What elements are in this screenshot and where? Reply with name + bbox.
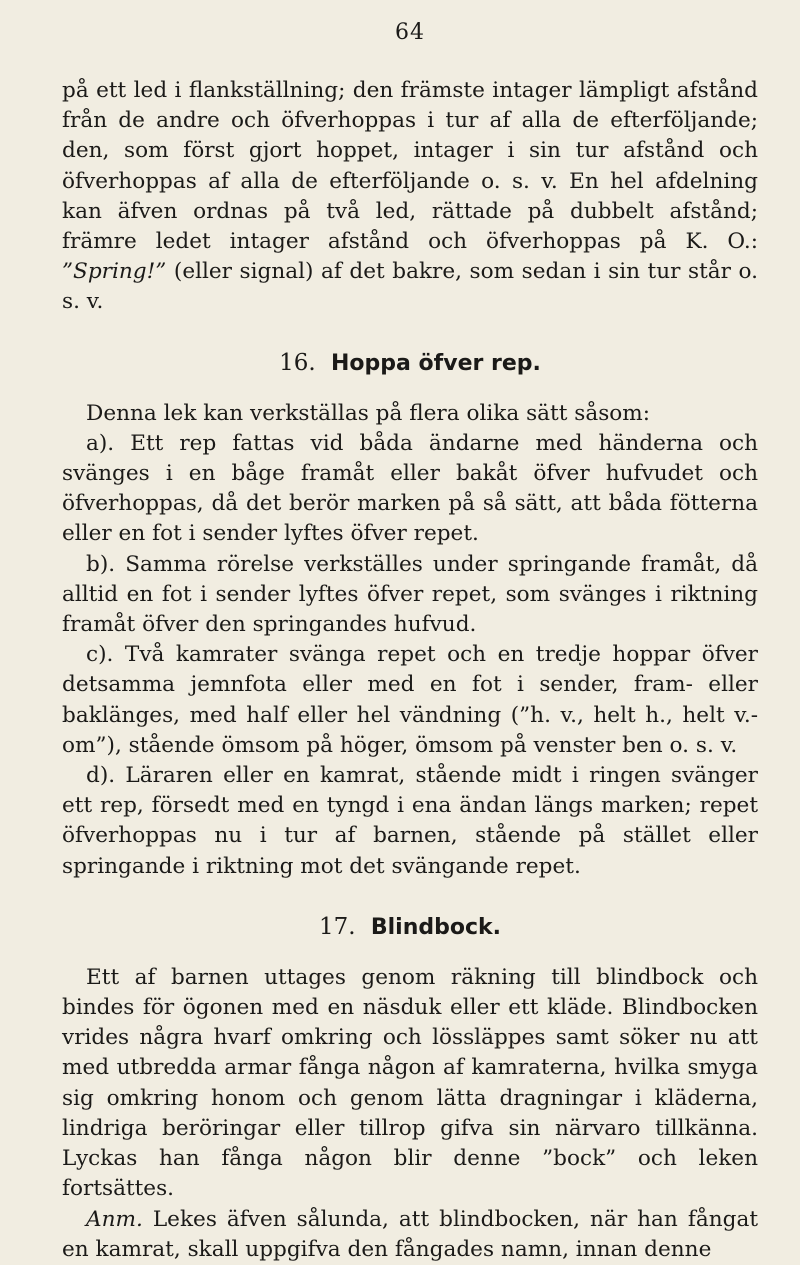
intro-text-before-quote: på ett led i flankställning; den främste intager lämpligt afstånd från de andre och öfverhoppas i tur af alla de efterföljande; den, som först gjort hoppet, intager i sin tur afstånd och öfverhoppas af alla de efterföljande o. s. v. En hel afdelning kan äfven ordnas på två led, rättade på dubbelt afstånd; främre ledet intager afstånd och öfverhoppas på K. O.: — [62, 78, 758, 255]
section-17-title: Blindbock. — [370, 914, 502, 940]
intro-text-after-quote: (eller signal) af det bakre, som sedan i sin tur står o. s. v. — [62, 259, 758, 315]
section-17-number: 17. — [318, 913, 356, 940]
section-17-heading — [62, 912, 758, 943]
section-16-paragraph-b: b). Samma rörelse verkställes under springande framåt, då alltid en fot i sender lyftes öfver repet, som svänges i riktning framåt öfver den springandes hufvud. — [62, 551, 758, 638]
section-16-heading — [62, 348, 758, 379]
section-17-paragraph: Ett af barnen uttages genom räkning till blindbock och bindes för ögonen med en näsduk eller ett kläde. Blindbocken vrides några hvarf omkring och lössläppes samt söker nu att med utbredda armar fånga någon af kamraterna, hvilka smyga sig omkring honom och genom lätta dragningar i kläderna, lindriga beröringar eller tillrop gifva sin närvaro tillkänna. Lyckas han fånga någon blir denne ”bock” och leken fortsättes. — [62, 964, 758, 1202]
section-16-paragraph-d: d). Läraren eller en kamrat, stående midt i ringen svänger ett rep, försedt med en tyngd i ena ändan längs marken; repet öfverhoppas nu i tur af barnen, stående på stället eller springande i riktning mot det svängande repet. — [62, 763, 758, 879]
section-17-note — [62, 1205, 758, 1265]
intro-quote: ”Spring!” — [62, 259, 167, 285]
section-16-paragraph-c: c). Två kamrater svänga repet och en tredje hoppar öfver detsamma jemnfota eller med en fot i sender, fram- eller baklänges, med half eller hel vändning (”h. v., helt h., helt v.-om”), stående ömsom på höger, ömsom på venster ben o. s. v. — [62, 642, 758, 758]
page-number: 64 — [395, 20, 425, 45]
section-16-title: Hoppa öfver rep. — [331, 350, 541, 376]
note-label: Anm. — [86, 1206, 143, 1232]
intro-paragraph — [62, 76, 758, 318]
section-16-paragraph: Denna lek kan verkställas på flera olika sätt såsom: — [86, 400, 651, 426]
section-16-paragraph-a: a). Ett rep fattas vid båda ändarne med händerna och svänges i en båge framåt eller bakåt öfver hufvudet och öfverhoppas, då det berör marken på så sätt, att båda fötterna eller en fot i sender lyftes öfver repet. — [62, 430, 758, 547]
note-text: Lekes äfven sålunda, att blindbocken, när han fångat en kamrat, skall uppgifva den fångades namn, innan denne — [62, 1206, 758, 1262]
section-16-number: 16. — [279, 349, 316, 376]
